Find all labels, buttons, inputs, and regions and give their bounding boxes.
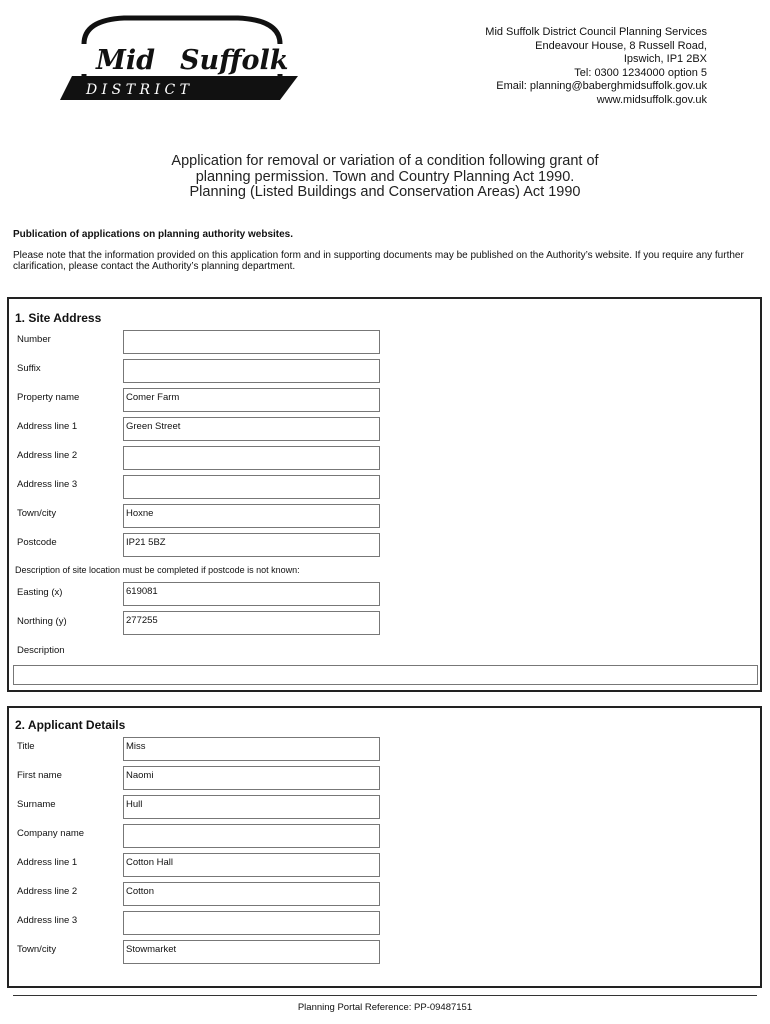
- logo-word-suffolk: Suffolk: [180, 45, 289, 76]
- field-label: Address line 1: [17, 421, 78, 432]
- suffix-input[interactable]: [123, 359, 380, 383]
- field-label: Suffix: [17, 363, 41, 374]
- section-heading: 1. Site Address: [15, 311, 102, 325]
- applicant-details-section: [7, 706, 762, 988]
- site-address-section: [7, 297, 762, 692]
- northing-input[interactable]: 277255: [123, 611, 380, 635]
- contact-email: Email: planning@baberghmidsuffolk.gov.uk: [496, 80, 707, 92]
- field-label: Address line 2: [17, 886, 78, 897]
- field-label: Company name: [17, 828, 85, 839]
- field-label: Address line 2: [17, 450, 78, 461]
- applicant-title-input[interactable]: Miss: [123, 737, 380, 761]
- site-town-input[interactable]: Hoxne: [123, 504, 380, 528]
- company-name-input[interactable]: [123, 824, 380, 848]
- field-label: Easting (x): [17, 587, 63, 598]
- publication-heading: Publication of applications on planning authority websites.: [13, 229, 294, 240]
- contact-line: Endeavour House, 8 Russell Road,: [535, 39, 707, 52]
- field-label: Number: [17, 334, 51, 345]
- applicant-address-line-2-input[interactable]: Cotton: [123, 882, 380, 906]
- applicant-town-input[interactable]: Stowmarket: [123, 940, 380, 964]
- council-contact-block: [485, 26, 707, 107]
- field-label: Address line 1: [17, 857, 78, 868]
- field-label: Title: [17, 741, 35, 752]
- logo-word-mid: Mid: [96, 45, 156, 76]
- applicant-address-line-1-input[interactable]: Cotton Hall: [123, 853, 380, 877]
- form-title-line: planning permission. Town and Country Planning Act 1990.: [195, 168, 575, 185]
- field-label: Address line 3: [17, 915, 78, 926]
- field-label: Description: [17, 645, 65, 656]
- contact-line: Mid Suffolk District Council Planning Services: [485, 26, 707, 38]
- portal-reference: Planning Portal Reference: PP-09487151: [297, 1002, 473, 1013]
- field-label: Surname: [17, 799, 56, 810]
- field-label: Address line 3: [17, 479, 78, 490]
- applicant-address-line-3-input[interactable]: [123, 911, 380, 935]
- site-location-note: Description of site location must be completed if postcode is not known:: [15, 565, 300, 575]
- field-label: Town/city: [17, 944, 57, 955]
- mid-suffolk-district-logo: [58, 14, 304, 104]
- footer-divider: [13, 995, 757, 996]
- field-label: Postcode: [17, 537, 57, 548]
- field-label: Town/city: [17, 508, 57, 519]
- logo-word-district: D I S T R I C T: [86, 82, 189, 98]
- postcode-input[interactable]: IP21 5BZ: [123, 533, 380, 557]
- site-description-input[interactable]: [13, 665, 758, 685]
- easting-input[interactable]: 619081: [123, 582, 380, 606]
- site-address-line-3-input[interactable]: [123, 475, 380, 499]
- contact-website: www.midsuffolk.gov.uk: [596, 93, 707, 106]
- field-label: First name: [17, 770, 62, 781]
- number-input[interactable]: [123, 330, 380, 354]
- form-title-line: Application for removal or variation of a condition following grant of: [171, 153, 599, 169]
- property-name-input[interactable]: Comer Farm: [123, 388, 380, 412]
- surname-input[interactable]: Hull: [123, 795, 380, 819]
- field-label: Property name: [17, 392, 80, 403]
- contact-line: Ipswich, IP1 2BX: [623, 53, 707, 65]
- site-address-line-1-input[interactable]: Green Street: [123, 417, 380, 441]
- site-address-line-2-input[interactable]: [123, 446, 380, 470]
- field-label: Northing (y): [17, 616, 67, 627]
- form-title: [0, 154, 770, 201]
- first-name-input[interactable]: Naomi: [123, 766, 380, 790]
- publication-notice: Please note that the information provided on this application form and in supporting documents may be published on the Authority’s website. If you require any further clarification, please contact the Authority’s planning department.: [13, 250, 744, 272]
- form-title-line: Planning (Listed Buildings and Conservation Areas) Act 1990: [189, 184, 581, 200]
- contact-phone: Tel: 0300 1234000 option 5: [574, 66, 707, 79]
- section-heading: 2. Applicant Details: [15, 718, 126, 732]
